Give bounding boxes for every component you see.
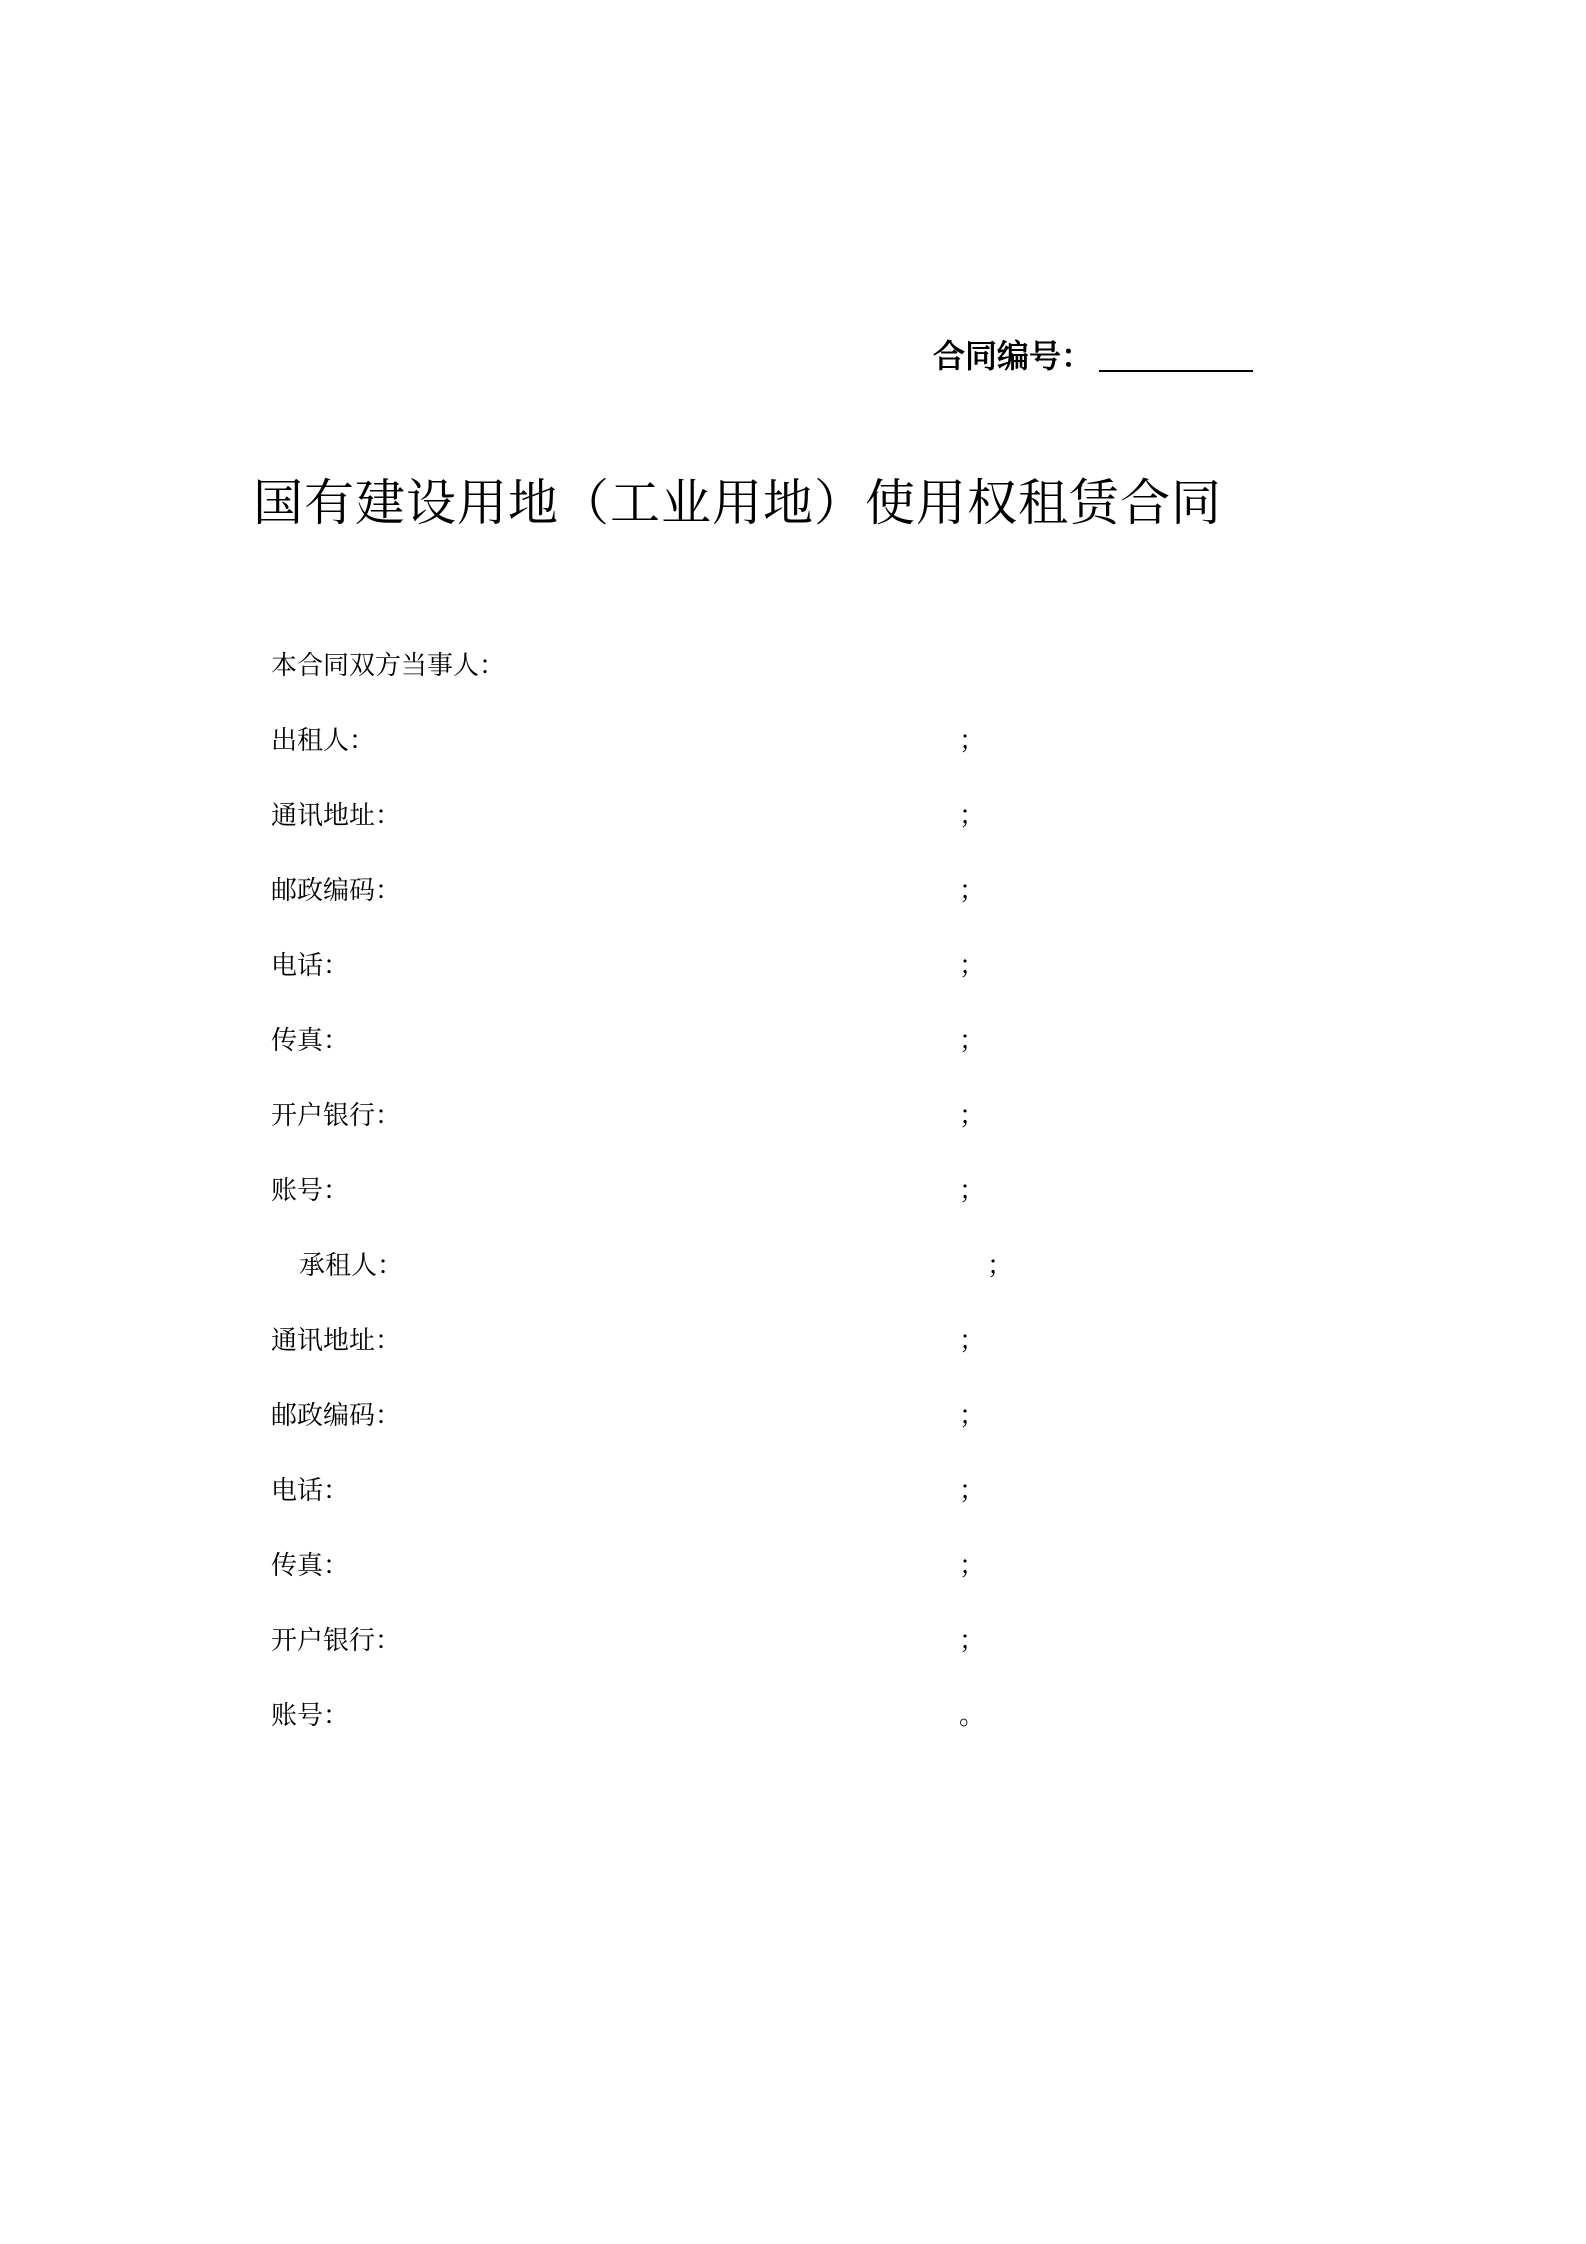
field-end-mark: ；: [959, 801, 986, 831]
field-label: 传真：: [271, 1026, 350, 1056]
field-row-lessor-address: [271, 800, 1371, 875]
field-end-mark: ；: [987, 1251, 1014, 1281]
field-end-mark: ；: [959, 1476, 986, 1506]
field-label: 传真：: [271, 1551, 350, 1581]
field-end-mark: ；: [959, 1101, 986, 1131]
field-end-mark: ；: [959, 1026, 986, 1056]
field-label: 开户银行：: [271, 1101, 402, 1131]
field-end-mark: ；: [959, 1326, 986, 1356]
field-end-mark: ；: [959, 1401, 986, 1431]
field-label: 出租人：: [271, 726, 376, 756]
field-end-mark: 。: [959, 1701, 986, 1731]
field-row-lessor-bank: [271, 1100, 1371, 1175]
field-label: 邮政编码：: [271, 876, 402, 906]
field-row-lessee-address: [271, 1325, 1371, 1400]
field-end-mark: ；: [959, 1626, 986, 1656]
field-label: 邮政编码：: [271, 1401, 402, 1431]
parties-intro: [271, 650, 1371, 725]
field-end-mark: ；: [959, 1551, 986, 1581]
field-row-lessor: [271, 725, 1371, 800]
document-title: 国有建设用地（工业用地）使用权租赁合同: [253, 474, 1222, 532]
field-row-lessee: [271, 1250, 1371, 1325]
field-end-mark: ；: [959, 876, 986, 906]
field-label: 账号：: [271, 1176, 350, 1206]
field-end-mark: ；: [959, 726, 986, 756]
field-row-lessee-fax: [271, 1550, 1371, 1625]
contract-number-blank[interactable]: [1099, 340, 1253, 372]
field-row-lessee-phone: [271, 1475, 1371, 1550]
field-label: 电话：: [271, 1476, 350, 1506]
field-row-lessee-account: [271, 1700, 1371, 1775]
parties-section: [271, 650, 1371, 1775]
field-end-mark: ；: [959, 951, 986, 981]
field-label: 账号：: [271, 1701, 350, 1731]
field-label: 通讯地址：: [271, 801, 402, 831]
field-label: 开户银行：: [271, 1626, 402, 1656]
field-label: 通讯地址：: [271, 1326, 402, 1356]
contract-number: [933, 337, 1253, 375]
field-label: 承租人：: [299, 1251, 404, 1281]
field-row-lessor-phone: [271, 950, 1371, 1025]
field-label: 电话：: [271, 951, 350, 981]
field-row-lessor-fax: [271, 1025, 1371, 1100]
field-row-lessor-account: [271, 1175, 1371, 1250]
field-row-lessee-bank: [271, 1625, 1371, 1700]
contract-number-label: 合同编号：: [933, 337, 1094, 375]
field-row-lessor-postcode: [271, 875, 1371, 950]
field-end-mark: ；: [959, 1176, 986, 1206]
intro-text: 本合同双方当事人：: [271, 651, 506, 681]
field-row-lessee-postcode: [271, 1400, 1371, 1475]
